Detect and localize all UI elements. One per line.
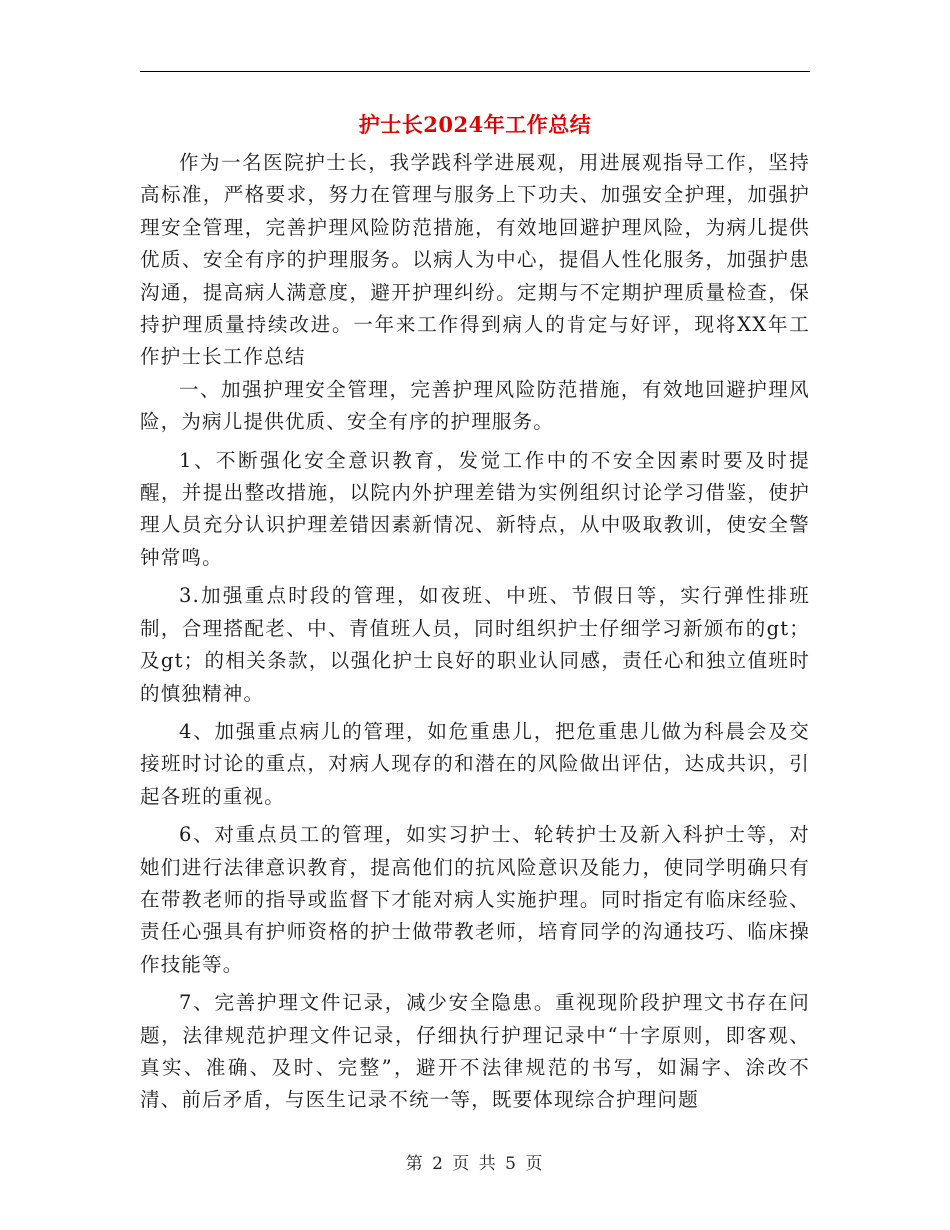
item-paragraph-4: 4、加强重点病儿的管理，如危重患儿，把危重患儿做为科晨会及交接班时讨论的重点，对病人现存的和潜在的风险做出评估，达成共识，引起各班的重视。	[140, 719, 810, 808]
intro-paragraph: 作为一名医院护士长，我学践科学进展观，用进展观指导工作，坚持高标准，严格要求，努力在管理与服务上下功夫、加强安全护理，加强护理安全管理，完善护理风险防范措施，有效地回避护理风险，为病儿提供优质、安全有序的护理服务。以病人为中心，提倡人性化服务，加强护患沟通，提高病人满意度，避开护理纠纷。定期与不定期护理质量检查，保持护理质量持续改进。一年来工作得到病人的肯定与好评，现将XX年工作护士长工作总结	[140, 151, 810, 369]
item-paragraph-7: 7、完善护理文件记录，减少安全隐患。重视现阶段护理文书存在问题，法律规范护理文件记录，仔细执行护理记录中“十字原则，即客观、真实、准确、及时、完整”，避开不法律规范的书写，如漏字、涂改不清、前后矛盾，与医生记录不统一等，既要体现综合护理问题	[140, 991, 810, 1112]
document-title: 护士长2024年工作总结	[358, 112, 592, 137]
document-body	[140, 147, 810, 1123]
item-paragraph-6: 6、对重点员工的管理，如实习护士、轮转护士及新入科护士等，对她们进行法律意识教育，提高他们的抗风险意识及能力，使同学明确只有在带教老师的指导或监督下才能对病人实施护理。同时指定有临床经验、责任心强具有护师资格的护士做带教老师，培育同学的沟通技巧、临床操作技能等。	[140, 823, 810, 976]
item-paragraph-1: 1、不断强化安全意识教育，发觉工作中的不安全因素时要及时提醒，并提出整改措施，以院内外护理差错为实例组织讨论学习借鉴，使护理人员充分认识护理差错因素新情况、新特点，从中吸取教训，使安全警钟常鸣。	[140, 448, 810, 569]
section-heading-1: 一、加强护理安全管理，完善护理风险防范措施，有效地回避护理风险，为病儿提供优质、安全有序的护理服务。	[140, 377, 810, 434]
header-rule	[140, 71, 810, 72]
item-paragraph-3: 3.加强重点时段的管理，如夜班、中班、节假日等，实行弹性排班制，合理搭配老、中、青值班人员，同时组织护士仔细学习新颁布的gt；及gt；的相关条款，以强化护士良好的职业认同感，责任心和独立值班时的慎独精神。	[140, 584, 810, 705]
page-number-footer: 第 2 页 共 5 页	[405, 1154, 545, 1174]
